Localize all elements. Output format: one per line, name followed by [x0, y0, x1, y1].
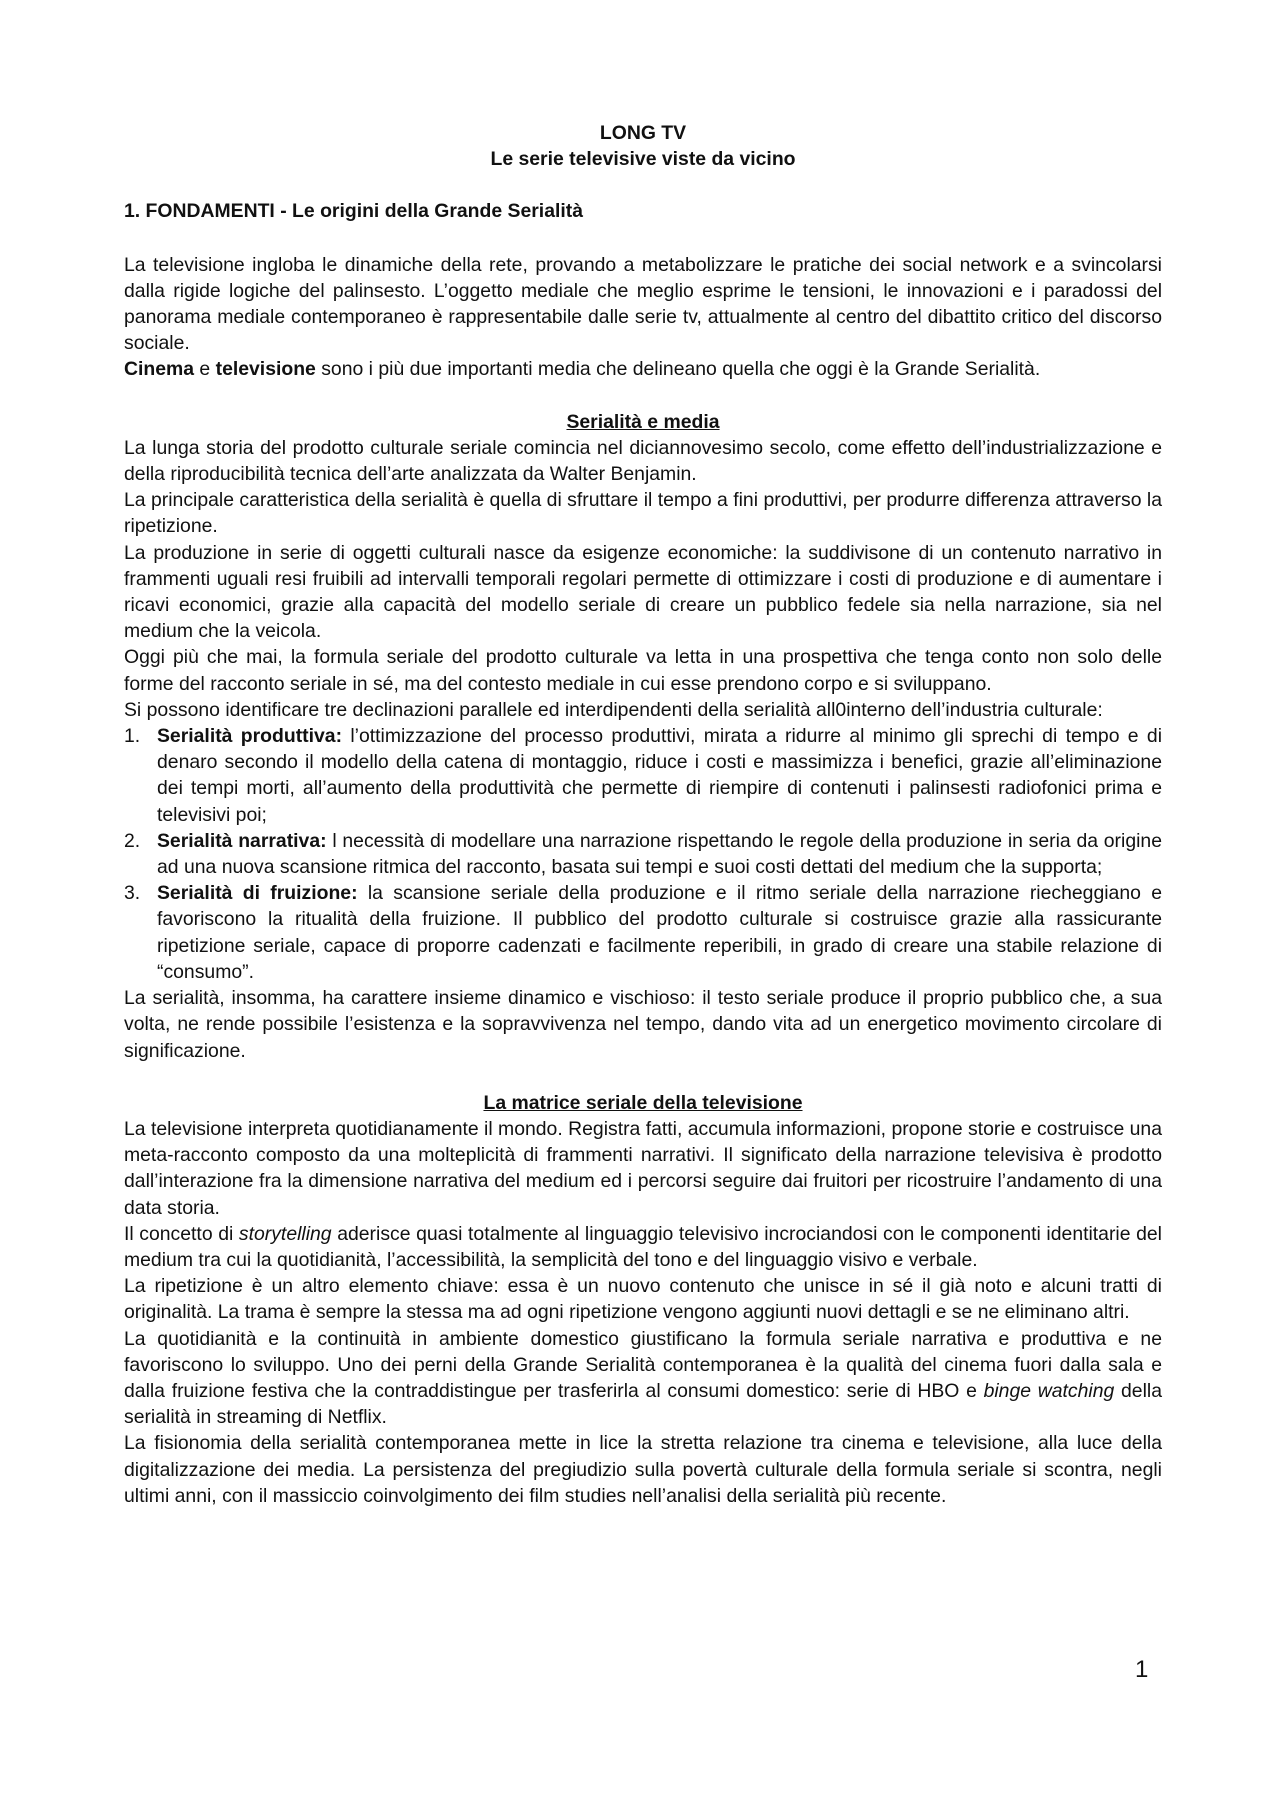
page-number: 1 — [1135, 1656, 1149, 1683]
text-run: della serialità in streaming di Netflix. — [124, 1379, 1162, 1429]
numbered-list — [124, 723, 1162, 985]
paragraph: La principale caratteristica della serialità è quella di sfruttare il tempo a fini produttivi, per produrre differenza attraverso la ripetizione. — [124, 489, 1162, 538]
bold-term: televisione — [215, 358, 316, 381]
text-run: sono i più due importanti media che delineano quella che oggi è la Grande Serialità. — [315, 358, 1041, 381]
list-term: Serialità narrativa: — [157, 829, 327, 852]
chapter-heading: 1. FONDAMENTI - Le origini della Grande Serialità — [124, 200, 583, 223]
list-item — [124, 880, 1162, 985]
paragraph: La serialità, insomma, ha carattere insieme dinamico e vischioso: il testo seriale produce il proprio pubblico che, a sua volta, ne rende possibile l’esistenza e la sopravvivenza nel tempo, dando vita ad un energetico movimento circolare di significazione. — [124, 987, 1162, 1062]
list-number: 1. — [124, 725, 141, 748]
list-term: Serialità di fruizione: — [157, 882, 358, 905]
list-text: la scansione seriale della produzione e il ritmo seriale della narrazione riecheggiano e favoriscono la ritualità della fruizione. Il pubblico del prodotto culturale si costruisce grazie alla rassicurante ripetizione seriale, capace di proporre cadenzati e facilmente reperibili, in grado di creare una stabile relazione di “consumo”. — [157, 882, 1162, 983]
paragraph: La fisionomia della serialità contemporanea mette in lice la stretta relazione tra cinema e televisione, alla luce della digitalizzazione dei media. La persistenza del pregiudizio sulla povertà culturale della formula seriale si scontra, negli ultimi anni, con il massiccio coinvolgimento dei film studies nell’analisi della serialità più recente. — [124, 1432, 1162, 1507]
document-title: LONG TV — [599, 122, 687, 144]
intro-paragraph-2 — [124, 356, 1162, 382]
paragraph: Oggi più che mai, la formula seriale del prodotto culturale va letta in una prospettiva che tenga conto non solo delle forme del racconto seriale in sé, ma del contesto mediale in cui esse prendono corpo e si sviluppano. — [124, 646, 1162, 695]
list-text: l necessità di modellare una narrazione rispettando le regole della produzione in seria da origine ad una nuova scansione ritmica del racconto, basata sui tempi e suoi costi dettati del medium che la supporta; — [157, 829, 1162, 879]
text-run: Il concetto di — [124, 1222, 239, 1245]
paragraph: La televisione interpreta quotidianamente il mondo. Registra fatti, accumula informazioni, propone storie e costruisce una meta-racconto composto da una molteplicità di frammenti narrativi. Il significato della narrazione televisiva è prodotto dall’interazione fra la dimensione narrativa del medium ed i percorsi seguire dai fruitori per ricostruire l’andamento di una data storia. — [124, 1117, 1162, 1219]
document-subtitle: Le serie televisive viste da vicino — [490, 148, 796, 171]
list-number: 3. — [124, 882, 141, 905]
section-heading-seriality-media: Serialità e media — [566, 410, 720, 433]
text-run: e — [194, 358, 216, 381]
list-item — [124, 828, 1162, 880]
paragraph: La produzione in serie di oggetti culturali nasce da esigenze economiche: la suddivisone di un contenuto narrativo in frammenti uguali resi fruibili ad intervalli temporali regolari permette di ottimizzare i costi di produzione e di aumentare i ricavi economici, grazie alla capacità del modello seriale di creare un pubblico fedele sia nella narrazione, sia nel medium che la veicola. — [124, 541, 1162, 643]
list-text: l’ottimizzazione del processo produttivi, mirata a ridurre al minimo gli sprechi di tempo e di denaro secondo il modello della catena di montaggio, riduce i costi e massimizza i benefici, grazie all’eliminazione dei tempi morti, all’aumento della produttività che permette di riempire di contenuti i palinsesti radiofonici prima e televisivi poi; — [157, 725, 1162, 826]
paragraph: La ripetizione è un altro elemento chiave: essa è un nuovo contenuto che unisce in sé il già noto e alcuni tratti di originalità. La trama è sempre la stessa ma ad ogni ripetizione vengono aggiunti nuovi dettagli e se ne eliminano altri. — [124, 1275, 1162, 1324]
bold-term: Cinema — [124, 358, 195, 381]
list-term: Serialità produttiva: — [157, 725, 343, 748]
paragraph — [124, 1221, 1162, 1273]
list-item — [124, 723, 1162, 828]
intro-paragraph: La televisione ingloba le dinamiche della rete, provando a metabolizzare le pratiche dei social network e a svincolarsi dalla rigide logiche del palinsesto. L’oggetto mediale che meglio esprime le tensioni, le innovazioni e i paradossi del panorama mediale contemporaneo è rappresentabile dalle serie tv, attualmente al centro del dibattito critico del discorso sociale. — [124, 253, 1162, 355]
text-run: aderisce quasi totalmente al linguaggio televisivo incrociandosi con le componenti identitarie del medium tra cui la quotidianità, l’accessibilità, la semplicità del tono e del linguaggio visivo e verbale. — [124, 1222, 1162, 1271]
italic-term: storytelling — [238, 1222, 332, 1245]
document-body — [124, 120, 1162, 1509]
text-run: La quotidianità e la continuità in ambiente domestico giustificano la formula seriale narrativa e produttiva e ne favoriscono lo sviluppo. Uno dei perni della Grande Serialità contemporanea è la qualità del cinema fuori dalla sala e dalla fruizione festiva che la contraddistingue per trasferirla al consumi domestico: serie di HBO e — [124, 1327, 1162, 1402]
section-heading-tv-matrix: La matrice seriale della televisione — [483, 1091, 803, 1114]
paragraph — [124, 1326, 1162, 1431]
paragraph: La lunga storia del prodotto culturale seriale comincia nel diciannovesimo secolo, come effetto dell’industrializzazione e della riproducibilità tecnica dell’arte analizzata da Walter Benjamin. — [124, 436, 1162, 486]
paragraph: Si possono identificare tre declinazioni parallele ed interdipendenti della serialità all0interno dell’industria culturale: — [124, 698, 1103, 721]
italic-term: binge watching — [983, 1379, 1115, 1402]
list-number: 2. — [124, 829, 141, 852]
